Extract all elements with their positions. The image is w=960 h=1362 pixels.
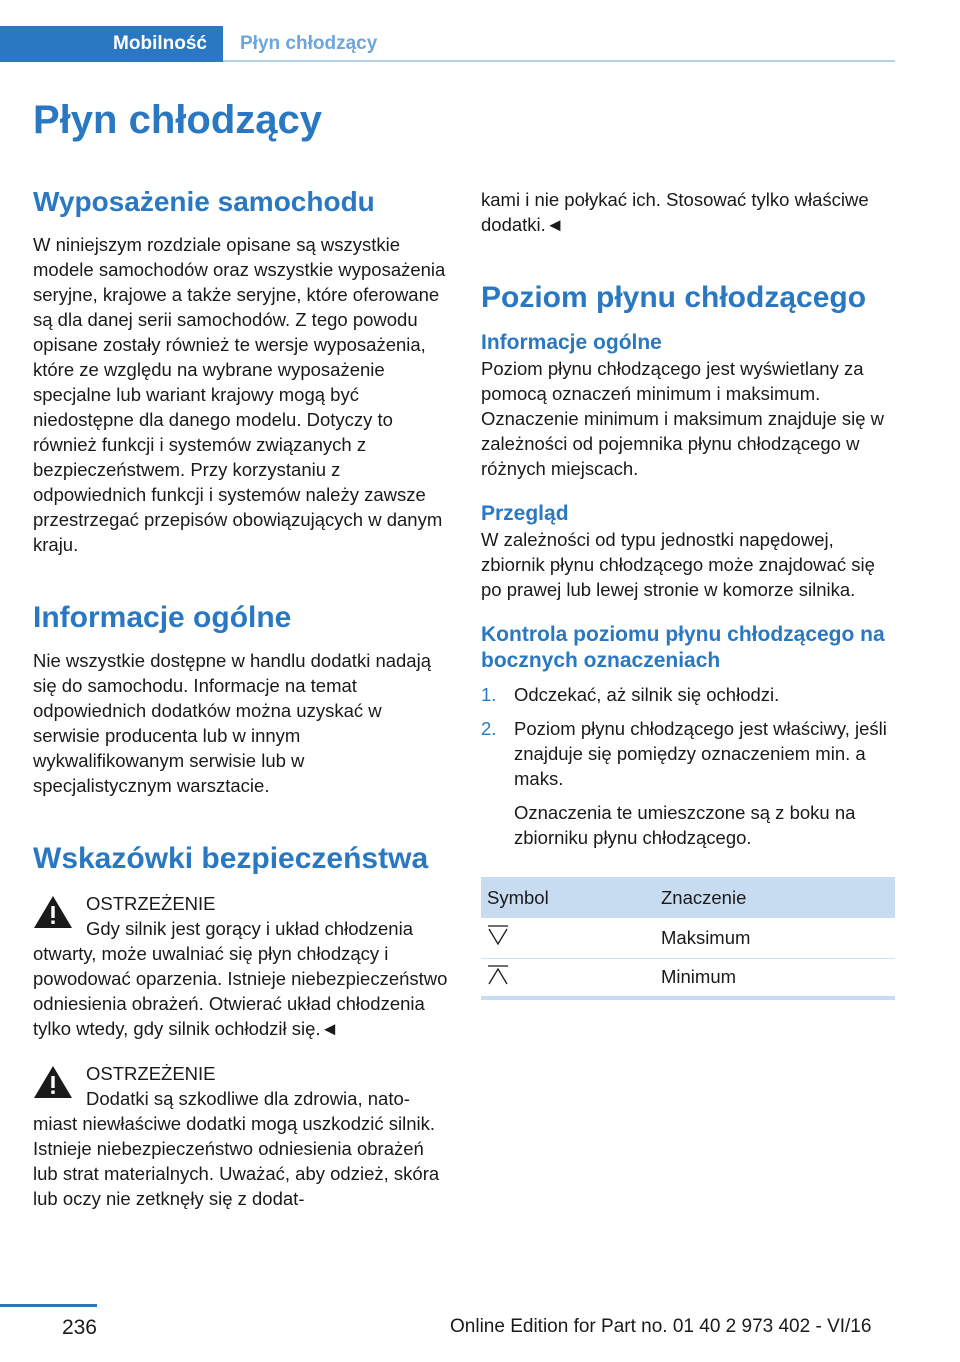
- equipment-text: W niniejszym rozdziale opisane są wszystkie modele samochodów oraz wszystkie wyposażenia seryjne, krajowe a także seryjne, które oferowane są dla danej serii samochodów. Z tego powodu opisane zostały również te wersje wyposażenia, które ze względu na wybrane wyposażenie specjalne lub wariant krajowy mogą być niedostępne dla danego modelu. Dotyczy to również funkcji i systemów związanych z bezpieczeństwem. Przy korzystaniu z odpowiednich funkcji i systemów należy zawsze przestrzegać przepisów obowiązujących w danym kraju.: [33, 234, 446, 555]
- general-section: [33, 600, 448, 798]
- warning-continuation: kami i nie połykać ich. Stosować tylko właściwe dodatki.◄: [481, 189, 869, 235]
- column-header-symbol: Symbol: [481, 877, 655, 918]
- step-text: Poziom płynu chłodzącego jest właściwy, jeśli znajduje się pomiędzy oznaczeniem min. a maks.: [514, 718, 887, 789]
- overview-text: W zależności od typu jednostki napędowej, zbiornik płynu chłodzącego może znajdować się po prawej lub lewej stronie w komorze silnika.: [481, 529, 875, 600]
- tab-section[interactable]: Mobilność: [0, 26, 223, 62]
- step-number: 1.: [481, 684, 497, 705]
- coolant-level-heading: Poziom płynu chłodzącego: [481, 281, 867, 314]
- warning-block: [33, 1061, 448, 1211]
- warning-text: otwarty, może uwalniać się płyn chłodzący i powodować oparzenia. Istnieje niebezpieczeństwo odniesienia obrażeń. Otwierać układ chłodzenia tylko wtedy, gdy silnik ochłodził się.◄: [33, 943, 448, 1039]
- column-header-meaning: Znaczenie: [655, 877, 895, 918]
- table-row: [481, 958, 895, 998]
- equipment-heading: Wyposażenie samochodu: [33, 186, 375, 217]
- symbol-table: [481, 877, 895, 1000]
- overview-heading: Przegląd: [481, 502, 569, 525]
- symbol-cell: [481, 958, 655, 998]
- safety-heading: Wskazówki bezpieczeństwa: [33, 842, 429, 875]
- general-text: Nie wszystkie dostępne w handlu dodatki nadają się do samochodu. Informacje na temat odpowiednich dodatków można uzyskać w serwisie producenta lub w innym wykwalifikowanym serwisie lub w specjalistycznym warsztacie.: [33, 650, 431, 796]
- table-header-row: [481, 877, 895, 918]
- safety-section: [33, 841, 448, 1211]
- warning-title: OSTRZEŻENIE: [86, 1063, 216, 1084]
- step-note: Oznaczenia te umieszczone są z boku na zbiorniku płynu chłodzącego.: [514, 802, 856, 848]
- header-tabbar: [0, 0, 960, 62]
- step-text: Odczekać, aż silnik się ochłodzi.: [514, 684, 780, 705]
- tab-subsection[interactable]: Płyn chłodzący: [240, 33, 378, 54]
- warning-title: OSTRZEŻENIE: [86, 893, 216, 914]
- step-number: 2.: [481, 718, 497, 739]
- max-mark-icon: [487, 924, 509, 946]
- list-item: [481, 716, 895, 850]
- level-general-heading: Informacje ogólne: [481, 331, 662, 354]
- edition-note: Online Edition for Part no. 01 40 2 973 402 - VI/16: [450, 1316, 872, 1337]
- warning-first-line: Dodatki są szkodliwe dla zdrowia, nato-: [86, 1088, 410, 1109]
- table-row: [481, 918, 895, 958]
- tab-underline: [223, 60, 895, 62]
- left-column: [33, 184, 448, 1211]
- equipment-section: [33, 184, 448, 557]
- warning-triangle-icon: [33, 894, 73, 930]
- warning-text: miast niewłaściwe dodatki mogą uszkodzić silnik. Istnieje niebezpieczeństwo odniesienia obrażeń lub strat materialnych. Uważać, aby odzież, skóra lub oczy nie zetknęły się z dodat-: [33, 1113, 440, 1209]
- right-column: [481, 187, 895, 1000]
- footer-rule: [0, 1304, 97, 1307]
- warning-triangle-icon: [33, 1064, 73, 1100]
- steps-list: [481, 682, 895, 850]
- general-heading: Informacje ogólne: [33, 601, 292, 634]
- min-mark-icon: [487, 964, 509, 986]
- meaning-cell: Minimum: [655, 958, 895, 998]
- warning-first-line: Gdy silnik jest gorący i układ chłodzenia: [86, 918, 413, 939]
- level-general-text: Poziom płynu chłodzącego jest wyświetlany za pomocą oznaczeń minimum i maksimum. Oznaczenie minimum i maksimum znajduje się w zależności od pojemnika płynu chłodzącego w różnych miejscach.: [481, 358, 885, 479]
- meaning-cell: Maksimum: [655, 918, 895, 958]
- list-item: [481, 682, 895, 707]
- check-heading: Kontrola poziomu płynu chłodzącego na bocznych oznaczeniach: [481, 623, 885, 672]
- warning-block: [33, 891, 448, 1041]
- page-number: 236: [61, 1316, 97, 1339]
- symbol-cell: [481, 918, 655, 958]
- page-title: Płyn chłodzący: [33, 98, 322, 142]
